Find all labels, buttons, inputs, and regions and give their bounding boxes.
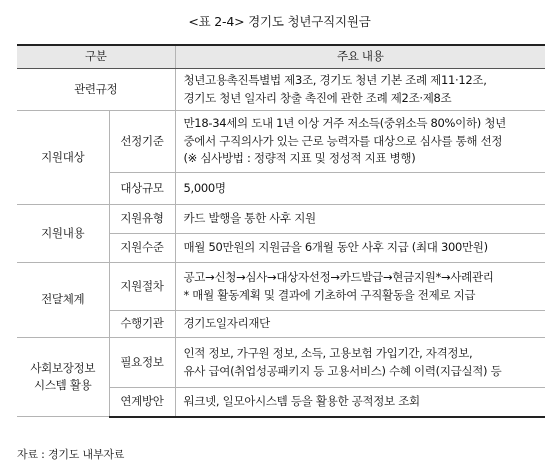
criteria-line-1: 만18-34세의 도내 1년 이상 거주 저소득(중위소득 80%이하) 청년 (183, 116, 506, 131)
link-content: 워크넷, 일모아시스템 등을 활용한 공적정보 조회 (175, 388, 545, 417)
table-row (17, 205, 545, 234)
category-target: 지원대상 (17, 111, 109, 205)
agency-content: 경기도일자리재단 (175, 311, 545, 338)
sub-level: 지원수준 (109, 234, 175, 263)
table-row (17, 69, 545, 111)
sub-info: 필요정보 (109, 338, 175, 388)
procedure-line-1: 공고→신청→심사→대상자선정→카드발급→현금지원*→사례관리 (183, 270, 494, 284)
sub-type: 지원유형 (109, 205, 175, 234)
sub-procedure: 지원절차 (109, 263, 175, 311)
table-row (17, 263, 545, 311)
type-content: 카드 발행을 통한 사후 지원 (175, 205, 545, 234)
category-social (17, 338, 109, 417)
sub-agency: 수행기관 (109, 311, 175, 338)
table-row (17, 111, 545, 173)
category-delivery: 전달체계 (17, 263, 109, 338)
regulation-line-2: 경기도 청년 일자리 창출 촉진에 관한 조례 제2조·제8조 (183, 90, 452, 105)
social-line-1: 사회보장정보 (30, 360, 96, 375)
level-content: 매월 50만원의 지원금을 6개월 동안 사후 지급 (최대 300만원) (175, 234, 545, 263)
category-support: 지원내용 (17, 205, 109, 263)
category-regulation: 관련규정 (17, 69, 175, 111)
procedure-line-2: * 매월 활동계획 및 결과에 기초하여 구직활동을 전제로 지급 (183, 287, 476, 302)
header-content: 주요 내용 (175, 45, 545, 69)
info-content (175, 338, 545, 388)
table-title: <표 2-4> 경기도 청년구직지원금 (188, 14, 371, 29)
sub-scale: 대상규모 (109, 173, 175, 205)
program-table (17, 44, 545, 418)
sub-link: 연계방안 (109, 388, 175, 417)
criteria-line-2: 중에서 구직의사가 있는 근로 능력자를 대상으로 심사를 통해 선정 (183, 133, 503, 148)
header-row (17, 45, 545, 69)
scale-content: 5,000명 (175, 173, 545, 205)
info-line-2: 유사 급여(취업성공패키지 등 고용서비스) 수혜 이력(지급실적) 등 (183, 363, 502, 378)
social-line-2: 시스템 활용 (34, 378, 92, 392)
procedure-content (175, 263, 545, 311)
sub-criteria: 선정기준 (109, 111, 175, 173)
header-category: 구분 (17, 45, 175, 69)
info-line-1: 인적 정보, 가구원 정보, 소득, 고용보험 가입기간, 자격정보, (183, 346, 473, 360)
table-row (17, 338, 545, 388)
source-note: 자료 : 경기도 내부자료 (17, 448, 125, 461)
criteria-line-3: (※ 심사방법 : 정량적 지표 및 정성적 지표 병행) (183, 151, 416, 166)
criteria-content (175, 111, 545, 173)
regulation-line-1: 청년고용촉진특별법 제3조, 경기도 청년 기본 조례 제11·12조, (183, 73, 487, 87)
regulation-content (175, 69, 545, 111)
